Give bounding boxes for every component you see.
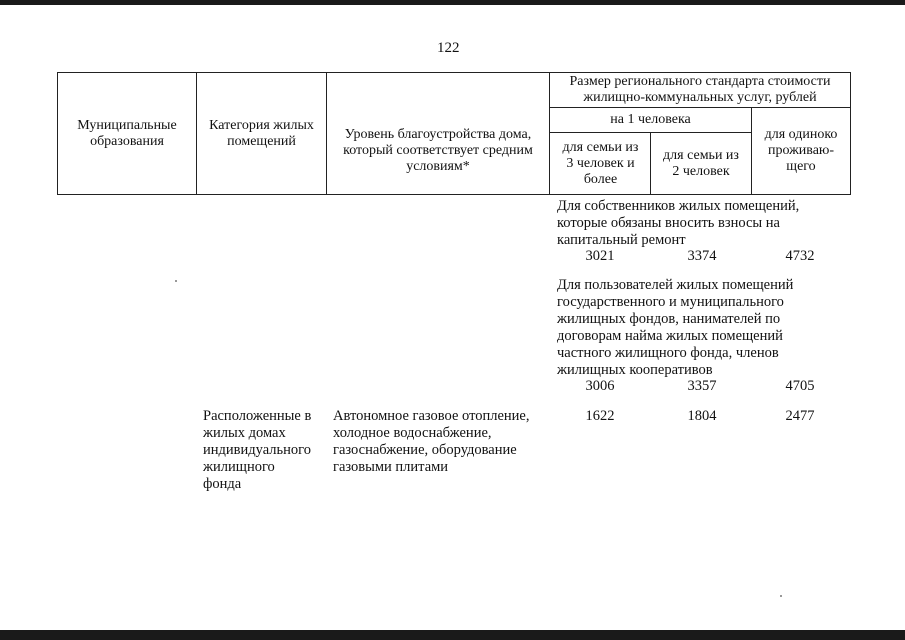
header-category: Категория жилых помещений: [209, 117, 314, 149]
row-category: Расположенные в жилых домах индивидуального жилищного фонда: [203, 408, 312, 492]
col-line-1: [196, 72, 197, 195]
page-number: 122: [437, 40, 460, 56]
section-tenants-value-family3: 3006: [585, 378, 615, 394]
section-owners-value-family3: 3021: [585, 248, 615, 264]
header-family-2: для семьи из 2 человек: [663, 147, 739, 179]
row-level: Автономное газовое отопление, холодное водоснабжение, газоснабжение, оборудование газовыми плитами: [333, 408, 530, 475]
col-line-0: [57, 72, 58, 195]
section-owners-value-single: 4732: [785, 248, 815, 264]
scan-bottom-edge: [0, 630, 905, 640]
section-owners-value-family2: 3374: [687, 248, 717, 264]
col-line-3: [549, 72, 550, 195]
header-municipal: Муниципальные образования: [77, 117, 177, 149]
header-single: для одиноко проживаю-щего: [764, 127, 838, 174]
header-family-3: для семьи из 3 человек и более: [562, 139, 639, 187]
header-size: Размер регионального стандарта стоимости жилищно-коммунальных услуг, рублей: [569, 74, 831, 105]
col-line-5: [751, 107, 752, 195]
section-tenants-caption: Для пользователей жилых помещений государственного и муниципального жилищных фондов, нанимателей по договорам найма жилых помещений частного жилищного фонда, членов жилищных кооперативов: [557, 277, 794, 378]
header-per-person: на 1 человека: [610, 112, 691, 127]
header-bottom-border: [57, 194, 850, 195]
header-level: Уровень благоустройства дома, который соответствует средним условиям*: [343, 127, 533, 174]
scan-top-edge: [0, 0, 905, 5]
row-value-family2: 1804: [687, 408, 717, 424]
row-value-single: 2477: [785, 408, 815, 424]
section-owners-caption: Для собственников жилых помещений, которые обязаны вносить взносы на капитальный ремонт: [557, 198, 800, 248]
section-tenants-value-single: 4705: [785, 378, 815, 394]
col-line-4: [650, 132, 651, 195]
col-line-6: [850, 72, 851, 195]
scan-speck: [175, 280, 177, 282]
col-line-2: [326, 72, 327, 195]
section-tenants-value-family2: 3357: [687, 378, 717, 394]
row-value-family3: 1622: [585, 408, 615, 424]
scan-speck: [780, 595, 782, 597]
